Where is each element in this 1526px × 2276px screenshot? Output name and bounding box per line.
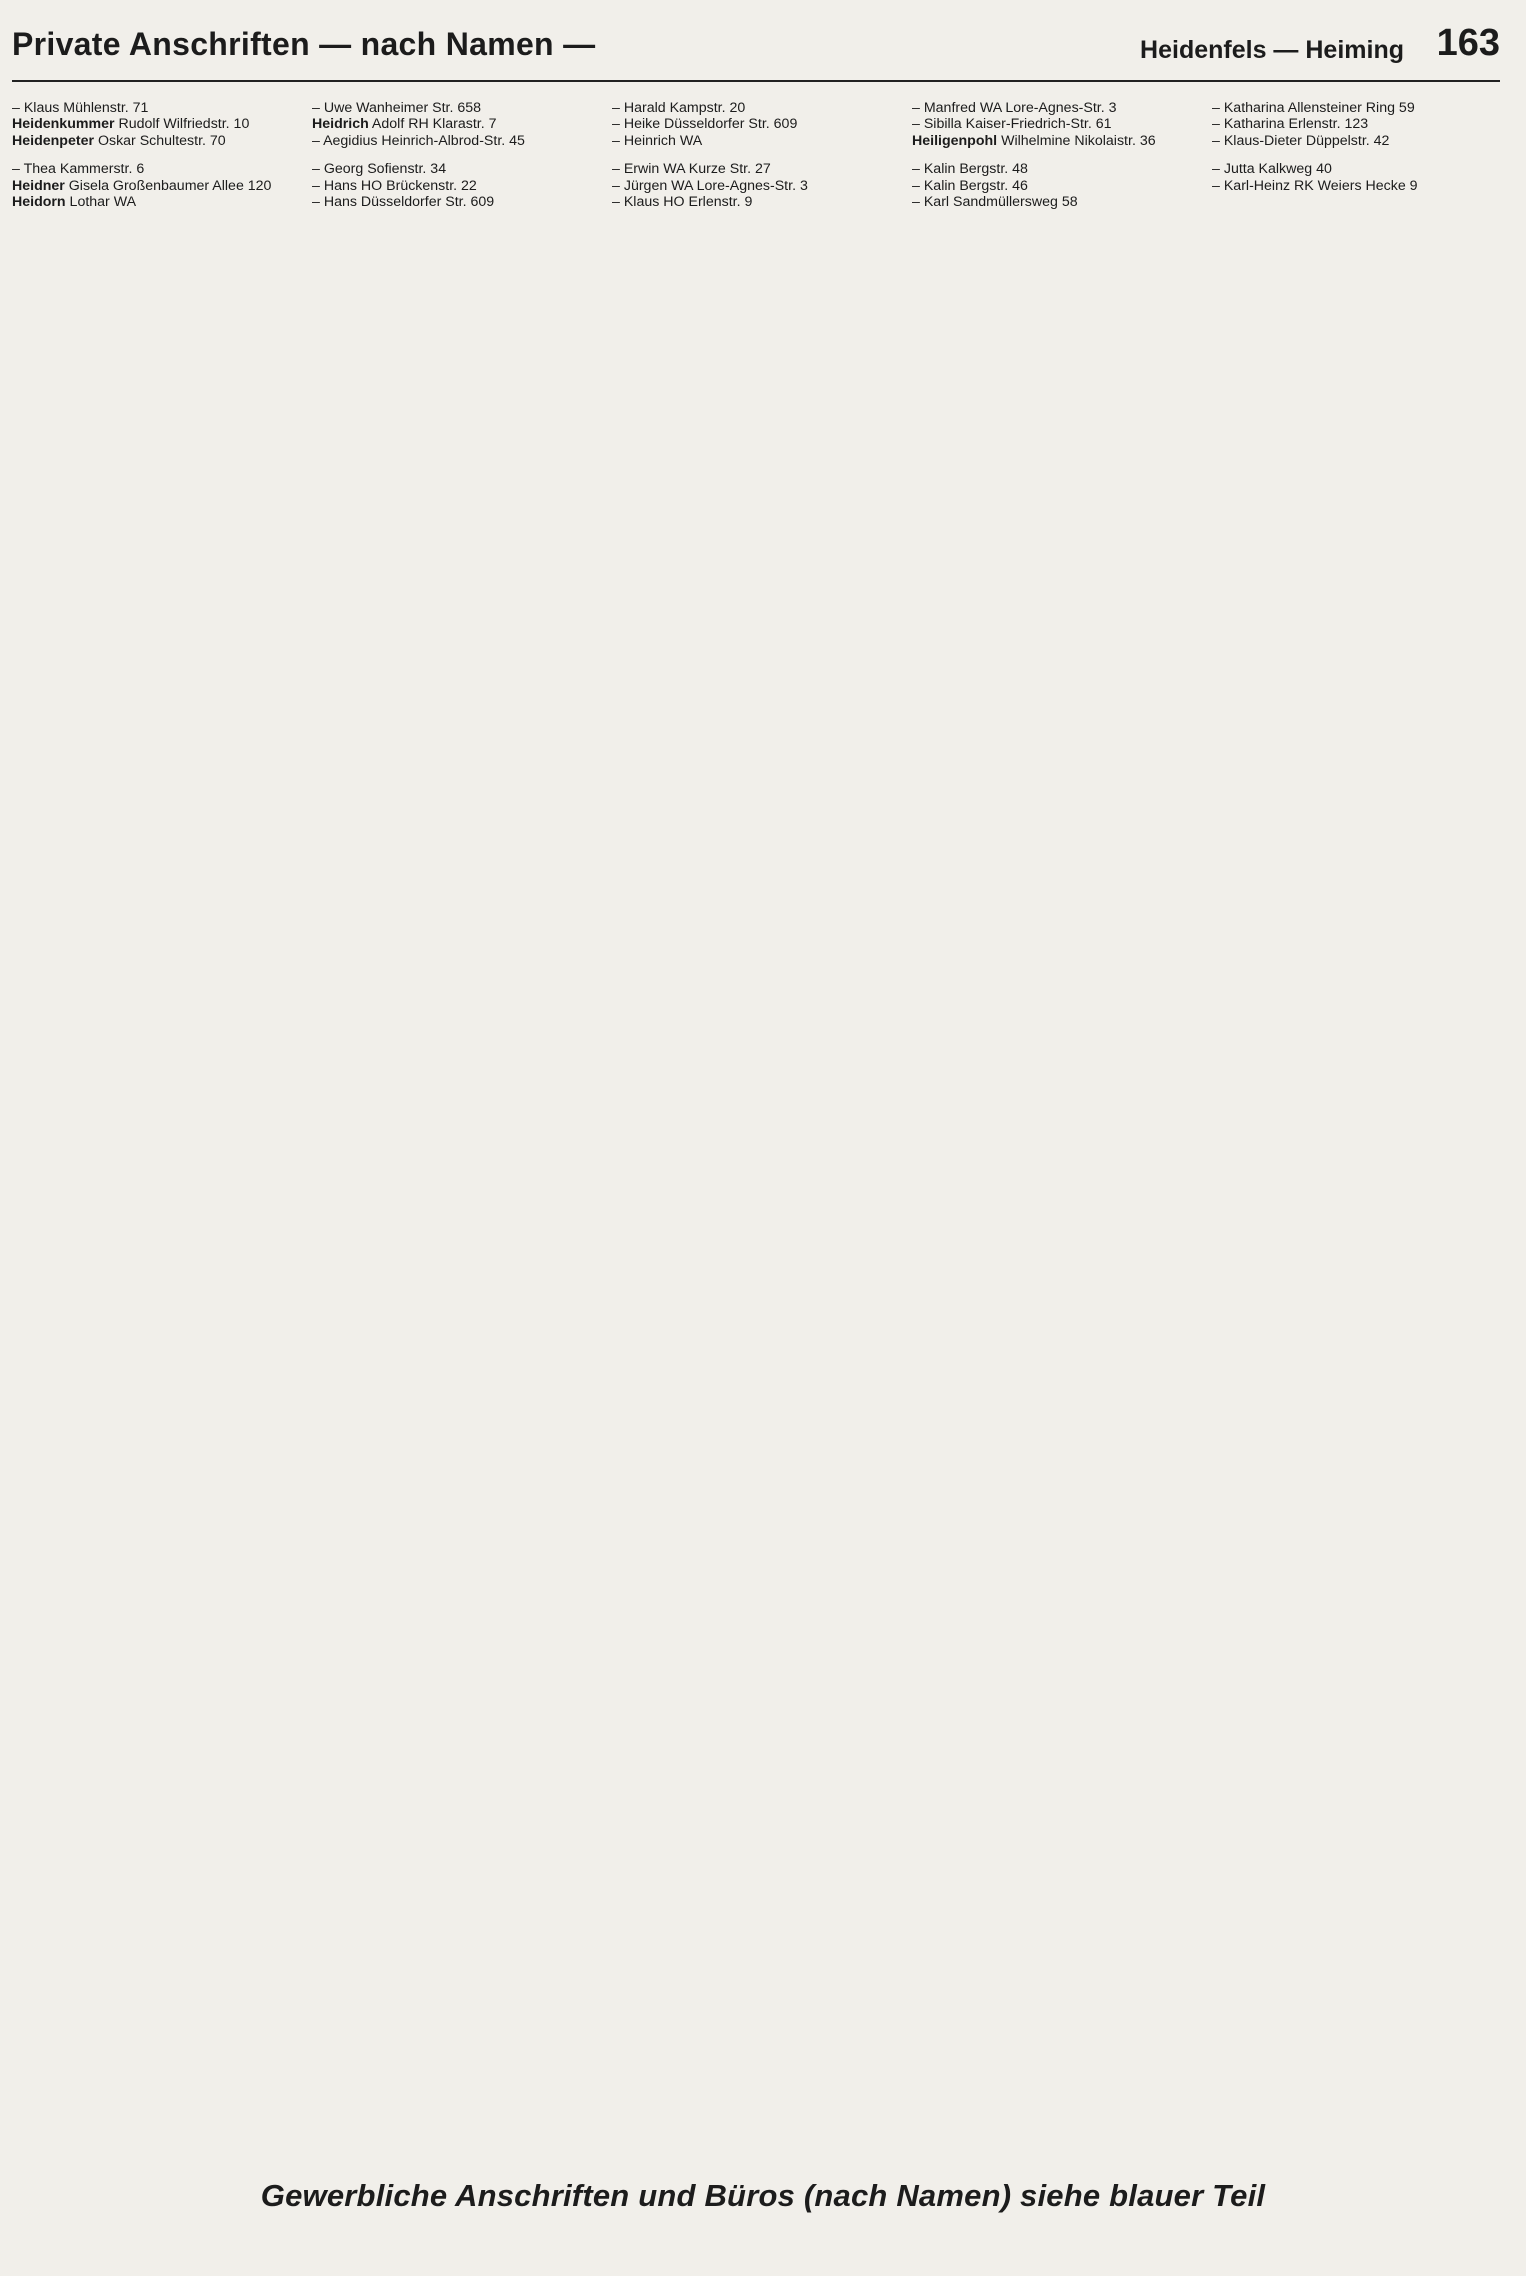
entry-text: Rudolf Wilfriedstr. 10 <box>114 116 250 133</box>
entry-dash: – <box>1212 177 1224 194</box>
list-item <box>1212 116 1500 132</box>
list-item <box>312 100 600 116</box>
list-item <box>312 116 600 132</box>
list-item <box>1212 133 1500 149</box>
entry-dash: – <box>312 177 324 194</box>
list-item <box>12 161 300 177</box>
entry-text: Klaus Mühlenstr. 71 <box>23 100 149 116</box>
list-item <box>912 100 1200 116</box>
list-item <box>612 194 900 210</box>
entry-text: Heike Düsseldorfer Str. 609 <box>623 116 798 133</box>
list-item <box>912 161 1200 177</box>
header-title-right <box>1140 36 1404 65</box>
list-item <box>12 133 300 149</box>
entry-dash: – <box>612 177 624 194</box>
list-item <box>12 116 300 132</box>
header-range: Heidenfels — Heiming <box>1140 36 1404 64</box>
list-gap <box>912 149 1200 161</box>
list-item <box>912 116 1200 132</box>
entry-dash: – <box>312 194 324 211</box>
entry-text: Sibilla Kaiser-Friedrich-Str. 61 <box>923 116 1112 133</box>
list-item <box>12 178 300 194</box>
entry-dash: – <box>612 116 624 133</box>
entry-text: Kalin Bergstr. 48 <box>923 161 1028 178</box>
entry-text: Karl-Heinz RK Weiers Hecke 9 <box>1223 177 1418 194</box>
page-number: 163 <box>1436 22 1500 64</box>
entry-text: Adolf RH Klarastr. 7 <box>368 116 497 133</box>
list-item <box>12 100 300 116</box>
entry-text: Klaus-Dieter Düppelstr. 42 <box>1223 132 1390 149</box>
list-gap <box>1212 149 1500 161</box>
entry-text: Wilhelmine Nikolaistr. 36 <box>997 132 1156 149</box>
entry-text: Erwin WA Kurze Str. 27 <box>623 161 771 178</box>
entry-dash: – <box>1212 100 1224 116</box>
entry-dash: – <box>12 161 24 178</box>
list-item <box>312 194 600 210</box>
surname: Heidenkummer <box>12 116 115 133</box>
list-item <box>912 194 1200 210</box>
entry-text: Manfred WA Lore-Agnes-Str. 3 <box>923 100 1117 116</box>
list-item <box>1212 178 1500 194</box>
directory-column-5 <box>1212 100 1500 2160</box>
entry-dash: – <box>612 161 624 178</box>
entry-text: Thea Kammerstr. 6 <box>23 161 145 178</box>
header-rule <box>12 80 1500 82</box>
entry-dash: – <box>912 194 924 211</box>
entry-text: Katharina Erlenstr. 123 <box>1223 116 1369 133</box>
directory-column-1 <box>12 100 300 2160</box>
entry-dash: – <box>312 132 324 149</box>
entry-dash: – <box>312 100 324 116</box>
directory-column-2 <box>312 100 600 2160</box>
entry-text: Georg Sofienstr. 34 <box>323 161 447 178</box>
entry-dash: – <box>912 116 924 133</box>
list-item <box>912 133 1200 149</box>
list-item <box>612 161 900 177</box>
list-item <box>312 178 600 194</box>
entry-text: Hans HO Brückenstr. 22 <box>323 177 477 194</box>
entry-text: Jutta Kalkweg 40 <box>1223 161 1332 178</box>
entry-text: Karl Sandmüllersweg 58 <box>923 194 1078 211</box>
entry-dash: – <box>1212 161 1224 178</box>
list-item <box>312 161 600 177</box>
entry-dash: – <box>1212 116 1224 133</box>
entry-dash: – <box>1212 132 1224 149</box>
entry-dash: – <box>612 100 624 116</box>
entry-text: Uwe Wanheimer Str. 658 <box>323 100 482 116</box>
entry-dash: – <box>312 161 324 178</box>
entry-dash: – <box>12 100 24 116</box>
page-header <box>12 18 1500 78</box>
directory-columns <box>12 100 1500 2160</box>
entry-text: Harald Kampstr. 20 <box>623 100 746 116</box>
entry-dash: – <box>612 194 624 211</box>
directory-column-3 <box>612 100 900 2160</box>
entry-dash: – <box>912 161 924 178</box>
list-item <box>1212 161 1500 177</box>
list-item <box>612 100 900 116</box>
entry-text: Gisela Großenbaumer Allee 120 <box>64 177 272 194</box>
entry-text: Oskar Schultestr. 70 <box>94 132 226 149</box>
list-gap <box>312 149 600 161</box>
surname: Heidrich <box>312 116 369 133</box>
surname: Heidner <box>12 177 65 194</box>
footer-note: Gewerbliche Anschriften und Büros (nach Namen) siehe blauer Teil <box>260 2178 1266 2213</box>
entry-text: Jürgen WA Lore-Agnes-Str. 3 <box>623 177 808 194</box>
entry-text: Katharina Allensteiner Ring 59 <box>1223 100 1415 116</box>
list-item <box>12 194 300 210</box>
entry-text: Klaus HO Erlenstr. 9 <box>623 194 753 211</box>
header-title-left: Private Anschriften — nach Namen — <box>12 26 596 62</box>
list-item <box>312 133 600 149</box>
entry-dash: – <box>912 177 924 194</box>
list-item <box>612 178 900 194</box>
entry-dash: – <box>912 100 924 116</box>
entry-text: Heinrich WA <box>623 132 703 149</box>
surname: Heidenpeter <box>12 132 94 149</box>
list-item <box>912 178 1200 194</box>
surname: Heidorn <box>12 194 66 211</box>
list-gap <box>12 149 300 161</box>
entry-text: Hans Düsseldorfer Str. 609 <box>323 194 495 211</box>
entry-text: Aegidius Heinrich-Albrod-Str. 45 <box>323 132 525 149</box>
surname: Heiligenpohl <box>912 132 998 149</box>
list-gap <box>612 149 900 161</box>
entry-text: Kalin Bergstr. 46 <box>923 177 1028 194</box>
list-item <box>612 133 900 149</box>
directory-column-4 <box>912 100 1200 2160</box>
list-item <box>1212 100 1500 116</box>
entry-dash: – <box>612 132 624 149</box>
entry-text: Lothar WA <box>65 194 137 211</box>
list-item <box>612 116 900 132</box>
